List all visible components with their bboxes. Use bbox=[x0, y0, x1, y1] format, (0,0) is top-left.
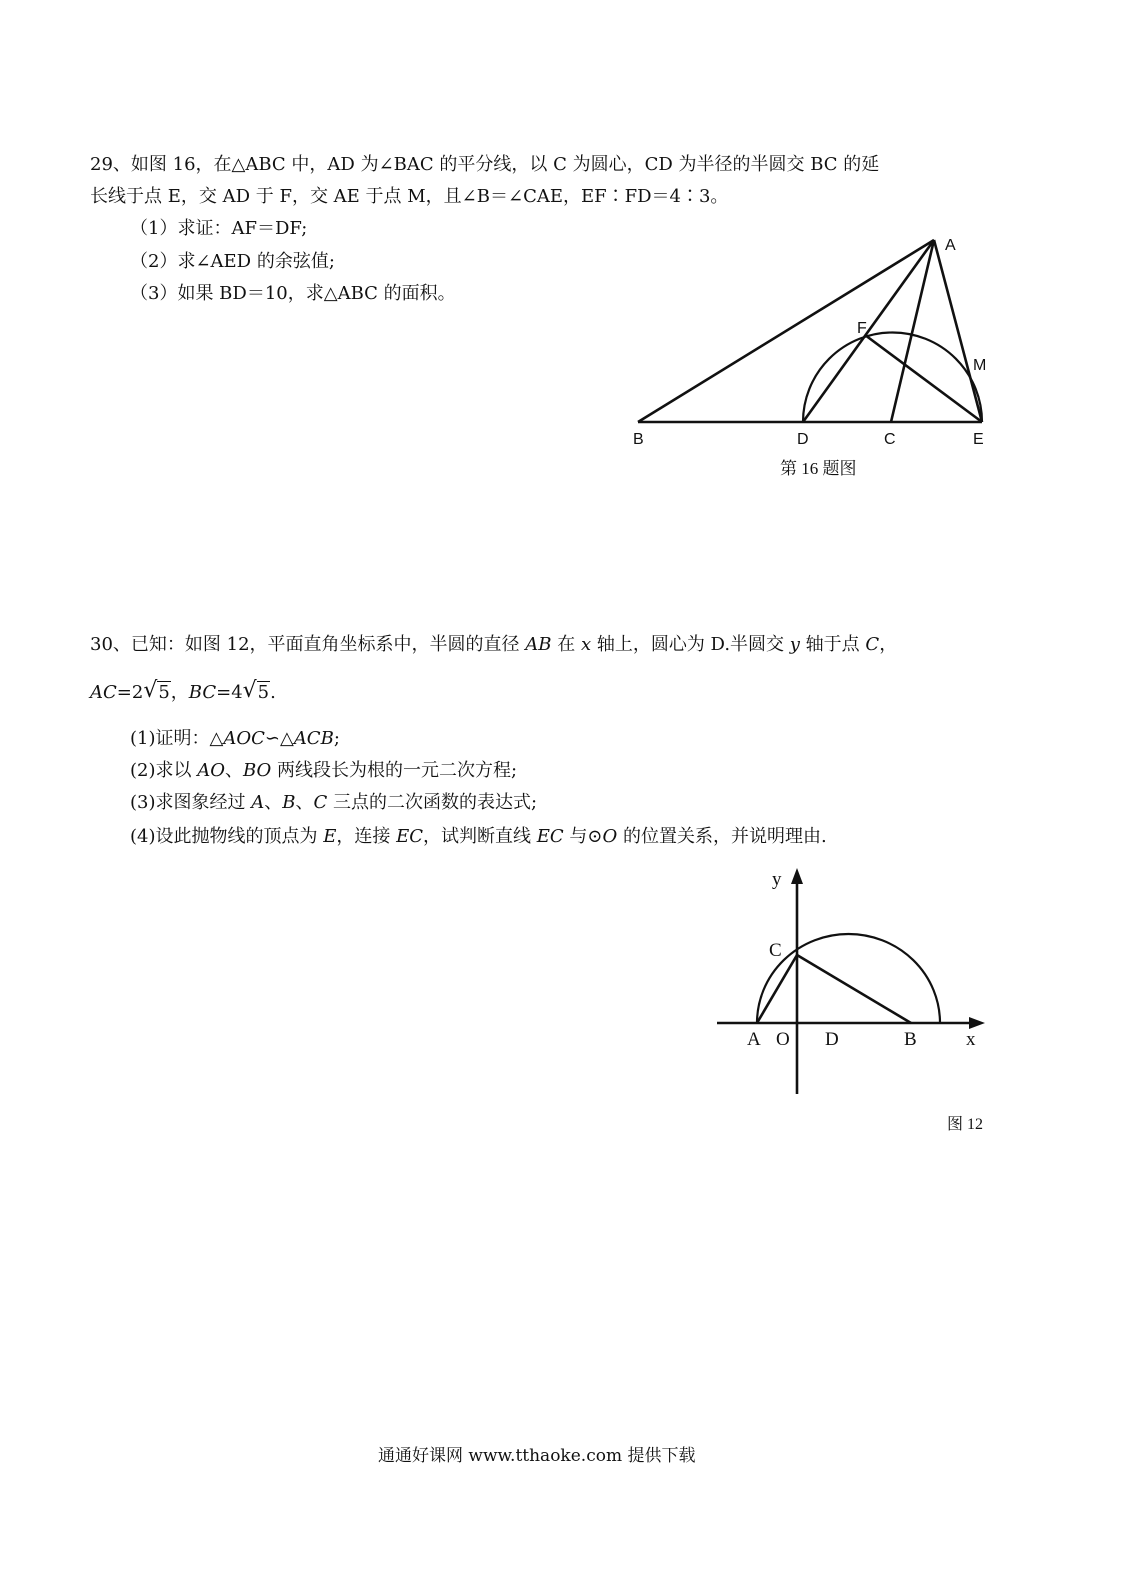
label-M: M bbox=[973, 357, 987, 374]
sqrt-symbol: √ 5 bbox=[143, 678, 170, 703]
label-y: y bbox=[772, 869, 782, 890]
q29-stem-line1: 29、如图 16，在△ABC 中，AD 为∠BAC 的平分线，以 C 为圆心，CD 为半径的半圆交 BC 的延 bbox=[90, 154, 880, 175]
label-C: C bbox=[769, 940, 782, 961]
label-D: D bbox=[825, 1029, 839, 1050]
q29-sub3: （3）如果 BD＝10，求△ABC 的面积。 bbox=[130, 283, 456, 304]
q30-figure-caption: 图 12 bbox=[947, 1116, 984, 1133]
q30-sub2: (2)求以 AO、BO 两线段长为根的一元二次方程; bbox=[130, 760, 518, 781]
label-x: x bbox=[966, 1029, 976, 1050]
q30-sub1: (1)证明：△AOC∽△ACB; bbox=[130, 728, 340, 749]
q30-stem-line2: AC=2 √ 5，BC=4 √ 5. bbox=[90, 678, 276, 703]
x-axis-arrow-icon bbox=[969, 1017, 985, 1029]
label-C: C bbox=[884, 431, 896, 448]
sqrt-symbol: √ 5 bbox=[242, 678, 270, 703]
q29-sub1: （1）求证：AF＝DF; bbox=[130, 218, 308, 239]
y-axis-arrow-icon bbox=[791, 868, 803, 884]
q30-sub3: (3)求图象经过 A、B、C 三点的二次函数的表达式; bbox=[130, 792, 538, 813]
q30-figure bbox=[705, 862, 1005, 1152]
q29-sub2: （2）求∠AED 的余弦值; bbox=[130, 251, 335, 272]
label-O: O bbox=[776, 1029, 790, 1050]
q29-figure bbox=[625, 225, 1005, 485]
q29-stem-line2: 长线于点 E，交 AD 于 F，交 AE 于点 M，且∠B＝∠CAE，EF∶FD＝4∶3。 bbox=[90, 186, 729, 207]
label-B: B bbox=[633, 431, 644, 448]
q30-sub4: (4)设此抛物线的顶点为 E，连接 EC，试判断直线 EC 与⊙O 的位置关系，并说明理由. bbox=[130, 826, 827, 847]
label-E: E bbox=[973, 431, 984, 448]
label-A: A bbox=[747, 1029, 761, 1050]
label-A: A bbox=[945, 237, 956, 254]
label-B: B bbox=[904, 1029, 917, 1050]
page-footer: 通通好课网 www.tthaoke.com 提供下载 bbox=[378, 1446, 696, 1466]
q29-figure-caption: 第 16 题图 bbox=[780, 459, 857, 478]
label-F: F bbox=[857, 320, 867, 337]
q30-stem-line1: 30、已知：如图 12，平面直角坐标系中，半圆的直径 AB 在 x 轴上，圆心为 D.半圆交 y 轴于点 C， bbox=[90, 634, 898, 655]
label-D: D bbox=[797, 431, 809, 448]
